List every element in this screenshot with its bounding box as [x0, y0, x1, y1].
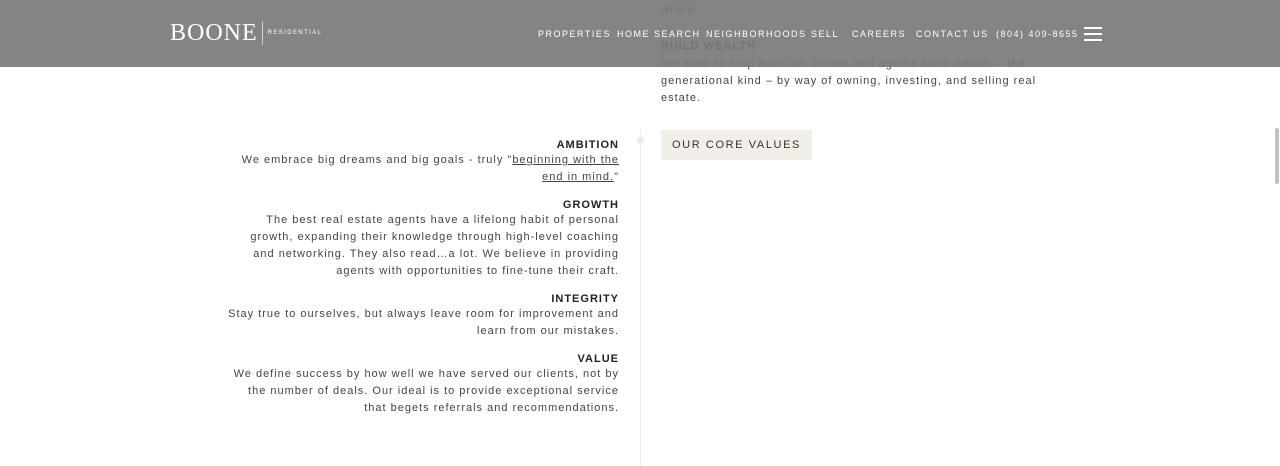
- our-core-values-button[interactable]: OUR CORE VALUES: [661, 130, 812, 160]
- nav-home-search[interactable]: HOME SEARCH: [617, 29, 701, 39]
- value-item-value: [228, 352, 619, 417]
- value-item-growth: [228, 198, 619, 280]
- logo-subtitle: RESIDENTIAL: [267, 30, 323, 36]
- page-scrollbar[interactable]: [1273, 0, 1280, 466]
- nav-neighborhoods[interactable]: NEIGHBORHOODS: [706, 29, 807, 39]
- value-item-integrity: [228, 292, 619, 340]
- value-text-growth: The best real estate agents have a lifelong habit of personal growth, expanding their knowledge through high-level coaching and networking. They also read…a lot. We believe in providing agents with opportunities to fine-tune their craft.: [250, 214, 619, 277]
- value-item-ambition: [228, 138, 619, 186]
- nav-sell[interactable]: SELL: [811, 29, 840, 39]
- nav-contact-us[interactable]: CONTACT US: [916, 29, 989, 39]
- nav-careers[interactable]: CAREERS: [852, 29, 907, 39]
- value-title-ambition: AMBITION: [556, 139, 619, 151]
- value-text-integrity: Stay true to ourselves, but always leave room for improvement and learn from our mistakes.: [228, 308, 619, 337]
- logo-wordmark: BOONE: [170, 20, 258, 46]
- value-title-value: VALUE: [577, 353, 619, 365]
- build-wealth-text: generational kind – by way of owning, investing, and selling real estate.: [661, 75, 1037, 104]
- nav-properties[interactable]: PROPERTIES: [538, 29, 611, 39]
- site-header: [0, 0, 1280, 67]
- hamburger-menu-icon[interactable]: [1084, 27, 1102, 41]
- ambition-link[interactable]: beginning with the end in mind.: [512, 154, 619, 183]
- core-values-list: [228, 138, 619, 429]
- value-title-growth: GROWTH: [562, 199, 619, 211]
- nav-phone[interactable]: (804) 409-8655: [996, 29, 1079, 39]
- value-title-integrity: INTEGRITY: [551, 293, 619, 305]
- timeline-divider: [640, 130, 641, 466]
- ambition-text-pre: We embrace big dreams and big goals - truly ": [241, 154, 513, 166]
- ambition-text-post: ": [614, 171, 619, 183]
- value-text-ambition: [228, 152, 619, 186]
- scrollbar-thumb[interactable]: [1275, 128, 1279, 184]
- value-text-value: We define success by how well we have served our clients, not by the number of deals. Our ideal is to provide exceptional service that begets referrals and recommendations.: [233, 368, 619, 414]
- timeline-dot: [637, 137, 644, 144]
